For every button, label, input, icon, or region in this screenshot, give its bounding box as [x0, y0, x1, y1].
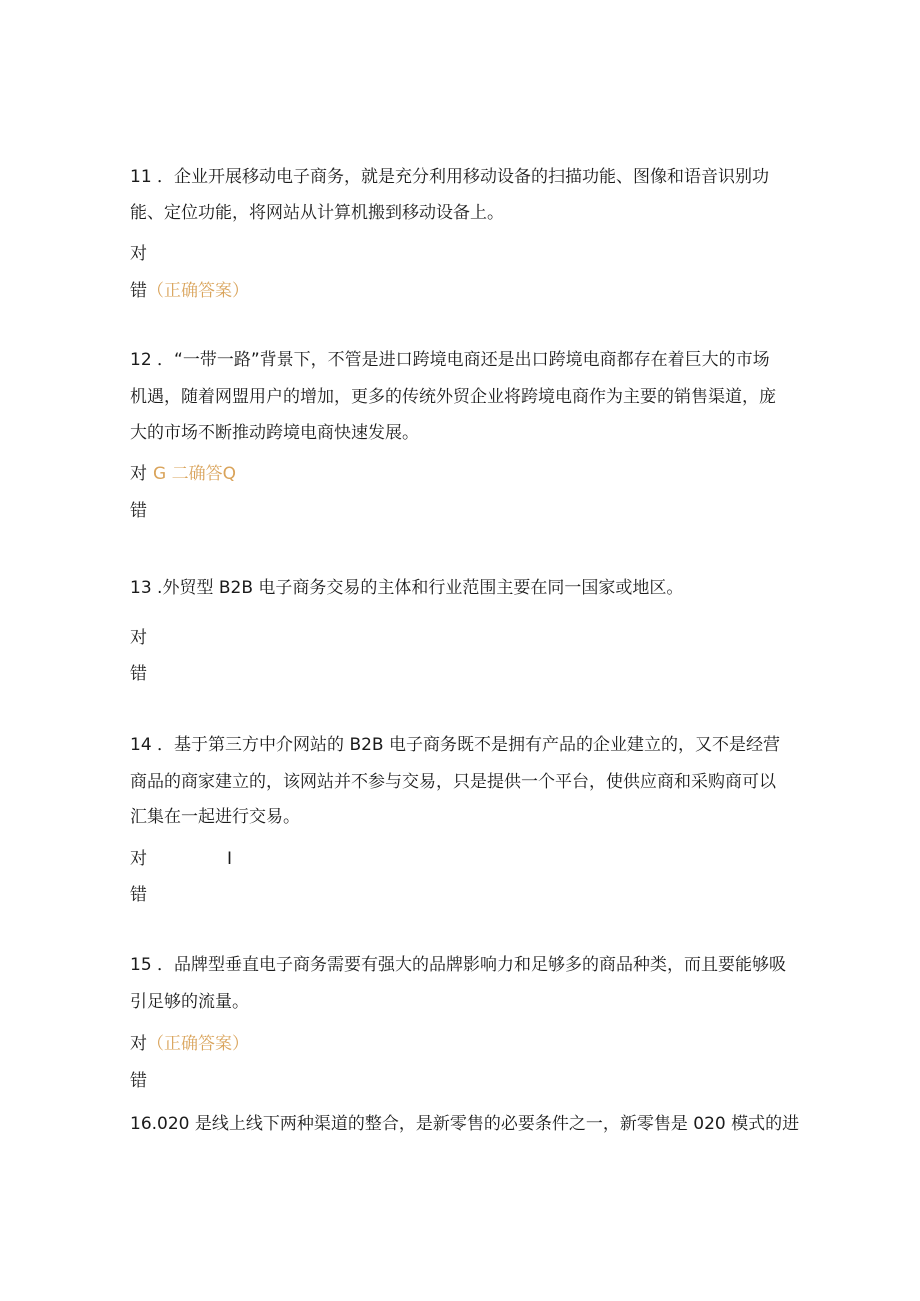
answer-mark: （正确答案）	[147, 281, 249, 301]
option-label: 对	[130, 244, 147, 264]
question-12-option-false[interactable]	[130, 500, 147, 522]
option-label: 错	[130, 501, 147, 521]
question-11-option-true[interactable]	[130, 243, 147, 265]
option-label: 错	[130, 1071, 147, 1091]
text-cursor-mark: I	[227, 849, 233, 869]
question-13-option-false[interactable]	[130, 663, 147, 685]
option-label: 错	[130, 281, 147, 301]
question-14-line-2: 商品的商家建立的，该网站并不参与交易，只是提供一个平台，使供应商和采购商可以	[130, 772, 776, 792]
option-label: 对	[130, 628, 147, 648]
option-label: 错	[130, 885, 147, 905]
question-16-line-1: 16.020 是线上线下两种渠道的整合，是新零售的必要条件之一，新零售是 020 模式的进	[130, 1114, 800, 1134]
question-15-line-1: 15 ．品牌型垂直电子商务需要有强大的品牌影响力和足够多的商品种类，而且要能够吸	[130, 955, 787, 975]
option-label: 对	[130, 849, 147, 869]
question-14-option-true[interactable]	[130, 848, 147, 870]
question-15-option-false[interactable]	[130, 1070, 147, 1092]
option-label: 错	[130, 664, 147, 684]
question-14-line-3: 汇集在一起进行交易。	[130, 807, 300, 827]
question-13-line-1: 13 .外贸型 B2B 电子商务交易的主体和行业范围主要在同一国家或地区。	[130, 578, 684, 598]
question-12-line-1: 12 ．“一带一路”背景下，不管是进口跨境电商还是出口跨境电商都存在着巨大的市场	[130, 350, 770, 370]
question-12-line-2: 机遇，随着网盟用户的增加，更多的传统外贸企业将跨境电商作为主要的销售渠道，庞	[130, 387, 776, 407]
option-label: 对	[130, 464, 147, 484]
question-11-line-1: 11 ．企业开展移动电子商务，就是充分利用移动设备的扫描功能、图像和语音识别功	[130, 167, 770, 187]
answer-mark: G 二确答Q	[153, 464, 236, 484]
question-11-line-2: 能、定位功能，将网站从计算机搬到移动设备上。	[130, 203, 504, 223]
question-13-option-true[interactable]	[130, 627, 147, 649]
question-14-line-1: 14 ．基于第三方中介网站的 B2B 电子商务既不是拥有产品的企业建立的，又不是经营	[130, 735, 780, 755]
question-12-line-3: 大的市场不断推动跨境电商快速发展。	[130, 423, 419, 443]
question-12-option-true[interactable]	[130, 463, 236, 485]
option-label: 对	[130, 1034, 147, 1054]
question-11-option-false[interactable]	[130, 280, 249, 302]
question-14-option-false[interactable]	[130, 884, 147, 906]
question-15-line-2: 引足够的流量。	[130, 992, 249, 1012]
answer-mark: （正确答案）	[147, 1034, 249, 1054]
question-15-option-true[interactable]	[130, 1033, 249, 1055]
